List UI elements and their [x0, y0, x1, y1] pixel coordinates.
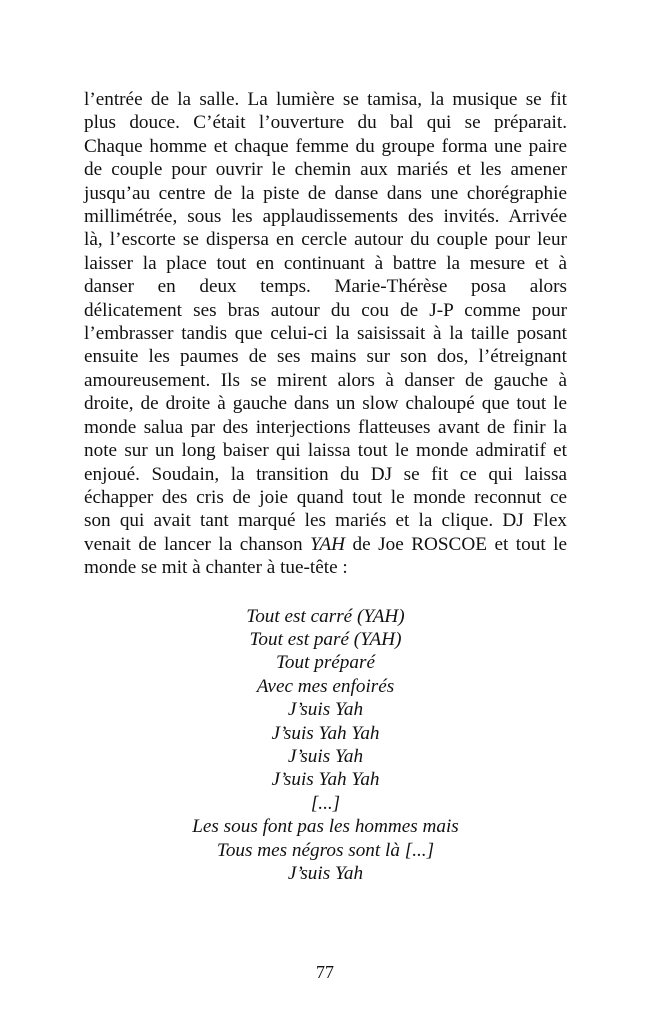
song-intro-text-after: de Joe ROSCOE et tout le	[345, 533, 567, 555]
paragraph-line: l’entrée de la salle. La lumière se tamisa, la musique se fit	[84, 89, 567, 110]
paragraph-line-last: monde se mit à chanter à tue-tête :	[84, 557, 348, 579]
paragraph-line: ensuite les paumes de ses mains sur son dos, l’étreignant	[84, 346, 567, 368]
lyric-line: J’suis Yah	[287, 863, 364, 884]
page-number: 77	[316, 962, 334, 982]
lyric-line: Les sous font pas les hommes mais	[192, 816, 459, 838]
paragraph-line: échapper des cris de joie quand tout le monde reconnut ce	[84, 486, 567, 508]
paragraph-line: monde salua par des interjections flatteuses avant de finir la	[84, 416, 567, 438]
lyric-line: J’suis Yah Yah	[271, 769, 380, 791]
paragraph-line: son qui avait tant marqué les mariés et la clique. DJ Flex	[84, 510, 567, 532]
song-lyrics	[84, 605, 567, 886]
lyric-line: Tous mes négros sont là [...]	[216, 839, 435, 861]
paragraph-line: enjoué. Soudain, la transition du DJ se fit ce qui laissa	[84, 463, 567, 485]
paragraph-line-song-intro	[84, 533, 567, 556]
lyric-line: J’suis Yah	[287, 745, 364, 767]
paragraph-line: jusqu’au centre de la piste de danse dans une chorégraphie	[84, 182, 567, 204]
paragraph-line: droite, de droite à gauche dans un slow chaloupé que tout le	[84, 393, 567, 415]
lyric-line: Tout est paré (YAH)	[249, 628, 402, 650]
paragraph-line: danser en deux temps. Marie-Thérèse posa alors	[84, 276, 567, 298]
paragraph-line: Chaque homme et chaque femme du groupe forma une paire	[84, 135, 567, 157]
paragraph-line: de couple pour ouvrir le chemin aux mariés et les amener	[84, 159, 567, 181]
body-paragraph	[84, 88, 567, 580]
lyric-line: Tout préparé	[276, 652, 375, 674]
lyric-line: J’suis Yah	[287, 699, 364, 721]
paragraph-line: plus douce. C’était l’ouverture du bal qui se préparait.	[84, 112, 567, 134]
song-intro-text: venait de lancer la chanson	[84, 533, 311, 555]
paragraph-line: l’embrasser tandis que celui-ci la saisissait à la taille posant	[84, 323, 567, 345]
paragraph-line: note sur un long baiser qui laissa tout le monde admiratif et	[84, 440, 567, 462]
paragraph-line: là, l’escorte se dispersa en cercle autour du couple pour leur	[84, 229, 567, 251]
lyric-line: J’suis Yah Yah	[271, 722, 380, 744]
lyric-line: [...]	[310, 792, 341, 814]
paragraph-line: délicatement ses bras autour du cou de J-P comme pour	[84, 299, 567, 321]
song-title: YAH	[310, 533, 346, 555]
paragraph-line: laisser la place tout en continuant à battre la mesure et à	[84, 252, 567, 274]
paragraph-line: millimétrée, sous les applaudissements des invités. Arrivée	[84, 206, 567, 228]
paragraph-line: amoureusement. Ils se mirent alors à danser de gauche à	[84, 369, 567, 391]
page-content	[84, 88, 567, 885]
lyric-line: Avec mes enfoirés	[256, 675, 395, 697]
lyric-line: Tout est carré (YAH)	[246, 605, 405, 627]
